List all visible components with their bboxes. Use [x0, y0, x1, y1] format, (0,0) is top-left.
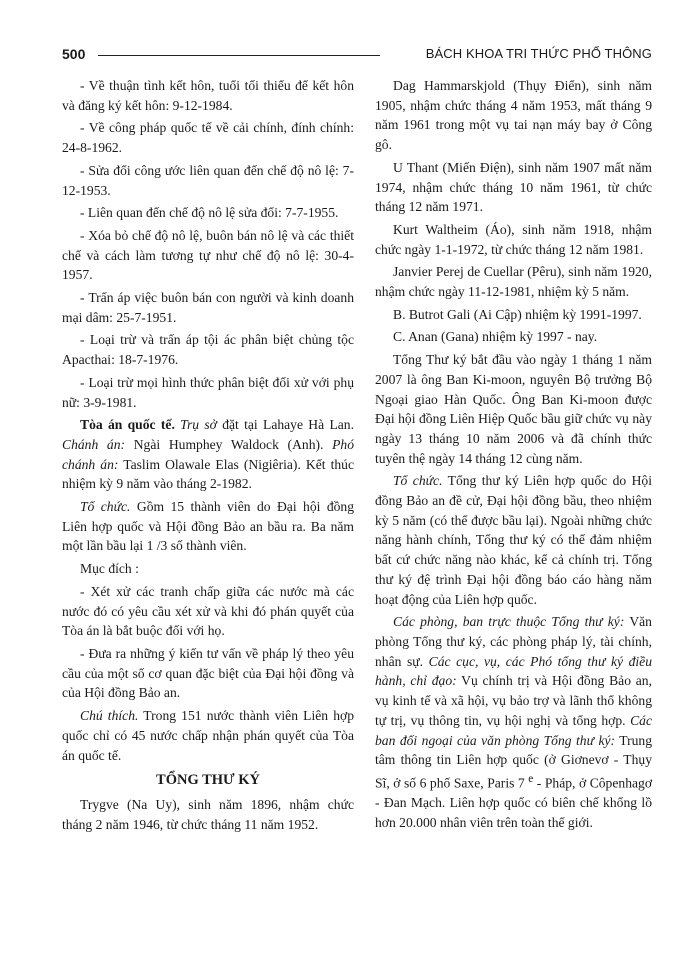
purpose-heading: Mục đích :: [80, 561, 139, 577]
external-offices-text: Trung tâm thông tin Liên hợp quốc (ở Giơnevơ - Thụy Sĩ, ở số 6 phố Saxe, Paris 7: [375, 732, 652, 791]
convention-item: - Trấn áp việc buôn bán con người và kinh doanh mại dâm: 25-7-1951.: [62, 290, 354, 325]
bureaus-text: Vụ chính trị và Hội đồng Bảo an, vụ kinh tế và xã hội, vụ bảo trợ và lãnh thổ không tự trị, vụ thông tin, vụ hội nghị và tổng hợp.: [375, 673, 652, 728]
running-header: [62, 46, 652, 68]
book-title: BÁCH KHOA TRI THỨC PHỔ THÔNG: [425, 46, 652, 61]
convention-item: - Loại trừ và trấn áp tội ác phân biệt chủng tộc Apacthai: 18-7-1976.: [62, 332, 354, 368]
departments-text: Văn phòng Tổng thư ký, các phòng pháp lý, tài chính, nhân sự.: [375, 614, 652, 669]
convention-item: - Về thuận tình kết hôn, tuổi tối thiểu để kết hôn và đăng ký kết hôn: 9-12-1984.: [62, 78, 354, 113]
ban-ki-moon-paragraph: Tổng Thư ký bắt đầu vào ngày 1 tháng 1 năm 2007 là ông Ban Ki-moon, nguyên Bộ trưởng Bộ Ngoại giao Hàn Quốc. Ông Ban Ki-moon được Đại hội đồng Liên Hiệp Quốc bầu giữ chức vụ này ngày 13 tháng 10 năm 2006 và đã chính thức tuyên thệ ngày 14 tháng 12 cùng năm.: [375, 352, 652, 466]
organization-paragraph: [375, 471, 652, 609]
superscript-e: e: [528, 772, 534, 785]
secretary-entry: Kurt Waltheim (Áo), sinh năm 1918, nhậm chức ngày 1-1-1972, từ chức tháng 12 năm 1981.: [375, 221, 652, 257]
convention-item: - Loại trừ mọi hình thức phân biệt đối xử với phụ nữ: 3-9-1981.: [62, 374, 354, 410]
seat-text: đặt tại Lahaye Hà Lan.: [216, 417, 354, 433]
secretary-entry: B. Butrot Gali (Ai Cập) nhiệm kỳ 1991-1997.: [393, 306, 642, 322]
page-number: 500: [62, 46, 86, 62]
court-heading: Tòa án quốc tế.: [80, 417, 175, 433]
vice-president-label: Phó chánh án:: [62, 436, 354, 472]
right-column: [375, 76, 652, 836]
vice-president-text: Taslim Olawale Elas (Nigiêria). Kết thúc nhiệm kỳ 9 năm vào tháng 2-1982.: [62, 456, 354, 492]
president-label: Chánh án:: [62, 436, 126, 452]
header-rule: [98, 55, 380, 56]
convention-item: - Liên quan đến chế độ nô lệ sửa đổi: 7-7-1955.: [80, 205, 339, 221]
convention-item: - Sửa đổi công ước liên quan đến chế độ nô lệ: 7-12-1953.: [62, 162, 354, 198]
section-heading: TỔNG THƯ KÝ: [156, 772, 260, 789]
organization-text: Gồm 15 thành viên do Đại hội đồng Liên hợp quốc và Hội đồng Bảo an bầu ra. Ba năm một lần bầu lại 1 /3 số thành viên.: [62, 499, 355, 554]
bureaus-label: Các cục, vụ, các Phó tổng thư ký điều hành, chỉ đạo:: [375, 653, 653, 689]
secretary-entry: Trygve (Na Uy), sinh năm 1896, nhậm chức tháng 2 năm 1946, từ chức tháng 11 năm 1952.: [62, 796, 354, 832]
convention-item: - Xóa bỏ chế độ nô lệ, buôn bán nô lệ và các thiết chế và cách làm tương tự như chế độ nô lệ: 30-4-1957.: [62, 227, 354, 283]
departments-label: Các phòng, ban trực thuộc Tổng thư ký:: [393, 614, 625, 630]
note-paragraph: [62, 706, 354, 765]
secretary-entry: Dag Hammarskjold (Thụy Điển), sinh năm 1905, nhậm chức tháng 4 năm 1953, mất tháng 9 năm 1961 trong một vụ tai nạn máy bay ở Công gô.: [375, 78, 652, 153]
organization-label: Tổ chức.: [393, 473, 443, 489]
purpose-item: - Đưa ra những ý kiến tư vấn về pháp lý theo yêu cầu của một số cơ quan đặc biệt của Đại hội đồng và của Hội đồng Bảo an.: [62, 645, 354, 701]
secretary-entry: C. Anan (Gana) nhiệm kỳ 1997 - nay.: [393, 329, 598, 345]
secretary-entry: U Thant (Miến Điện), sinh năm 1907 mất năm 1974, nhậm chức tháng 10 năm 1961, từ chức tháng 12 năm 1971.: [375, 159, 652, 215]
organization-label: Tổ chức.: [80, 499, 131, 515]
external-offices-label: Các ban đối ngoại của văn phòng Tổng thư ký:: [375, 712, 652, 748]
purpose-item: - Xét xử các tranh chấp giữa các nước mà các nước đó có yêu cầu xét xử và khi đó phán quyết của Tòa án là bắt buộc đối với họ.: [62, 583, 354, 639]
external-offices-text-end: - Pháp, ở Côpenhagơ - Đan Mạch. Liên hợp quốc có biên chế khổng lồ hơn 20.000 nhân viên trên toàn thế giới.: [375, 775, 653, 830]
organization-paragraph: [62, 497, 354, 556]
president-text: Ngài Humphey Waldock (Anh).: [125, 436, 333, 452]
convention-item: - Về công pháp quốc tế về cải chính, đính chính: 24-8-1962.: [62, 120, 354, 156]
left-column: [62, 76, 354, 837]
note-label: Chú thích.: [80, 708, 139, 724]
secretary-entry: Janvier Perej de Cuellar (Pêru), sinh năm 1920, nhậm chức ngày 11-12-1981, nhiệm kỳ 5 năm.: [375, 264, 652, 300]
organization-text: Tổng thư ký Liên hợp quốc do Hội đồng Bảo an đề cử, Đại hội đồng bầu, theo nhiệm kỳ 5 năm (có thể được bầu lại). Ngoài những chức năng hành chính, Tổng thư ký có thể đảm nhiệm bất cứ chức năng nào khác, kể cả chính trị. Tổng thư ký đệ trình Đại hội đồng báo cáo hàng năm hoạt động của Liên hợp quốc.: [375, 473, 652, 607]
departments-paragraph: [375, 612, 652, 832]
seat-label: Trụ sở: [180, 417, 217, 433]
note-text: Trong 151 nước thành viên Liên hợp quốc chỉ có 45 nước chấp nhận phán quyết của Tòa án quốc tế.: [62, 708, 354, 763]
court-paragraph: [62, 415, 354, 494]
